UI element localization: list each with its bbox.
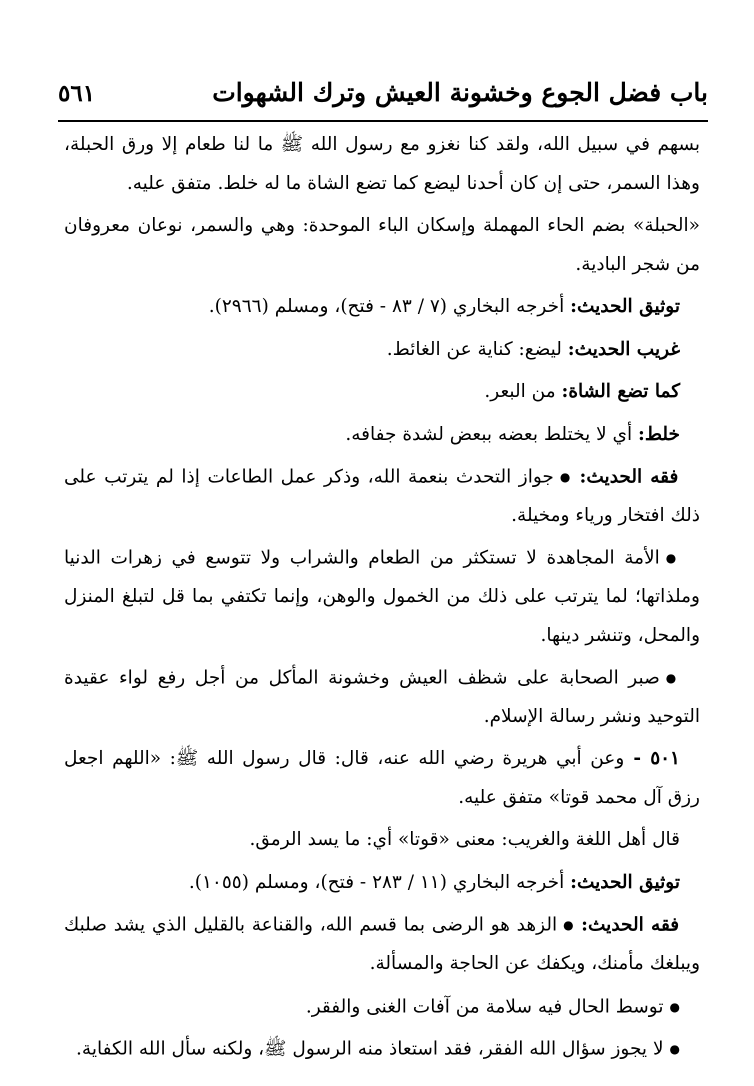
paragraph-label: توثيق الحديث: [570, 296, 680, 317]
header-rule [58, 120, 708, 122]
bullet-marker [664, 996, 680, 1017]
paragraph-label: غريب الحديث: [567, 338, 680, 360]
paragraph-text: قال أهل اللغة والغريب: معنى «قوتا» أي: ما يسد الرمق. [249, 829, 680, 851]
paragraph-label: خلط: [638, 423, 680, 445]
paragraph-text: صبر الصحابة على شظف العيش وخشونة المأكل من أجل رفع لواء عقيدة التوحيد ونشر رسالة الإسلام. [64, 667, 700, 727]
paragraph [64, 539, 700, 655]
page-header [58, 72, 708, 112]
paragraph [64, 821, 700, 860]
bullet-marker [557, 915, 574, 936]
paragraph [64, 740, 700, 817]
paragraph-text: من البعر. [484, 381, 556, 402]
paragraph [64, 906, 700, 983]
bullet-marker [664, 1039, 680, 1060]
paragraph [64, 331, 700, 370]
paragraph-text: لا يجوز سؤال الله الفقر، فقد استعاذ منه الرسول ﷺ، ولكنه سأل الله الكفاية. [76, 1038, 664, 1060]
paragraph-text: أي لا يختلط بعضه ببعض لشدة جفافه. [345, 423, 633, 445]
paragraph-text: وعن أبي هريرة رضي الله عنه، قال: قال رسول الله ﷺ: «اللهم اجعل رزق آل محمد قوتا» متفق عليه. [64, 748, 700, 808]
paragraph-text: جواز التحدث بنعمة الله، وذكر عمل الطاعات إذا لم يترتب على ذلك افتخار ورياء ومخيلة. [64, 466, 700, 526]
paragraph [64, 373, 700, 412]
bullet-marker [554, 466, 572, 487]
paragraph [64, 864, 700, 903]
hadith-number: ٥٠١ - [624, 748, 680, 770]
paragraph-label: فقه الحديث: [579, 466, 679, 488]
bullet-marker [660, 548, 680, 569]
paragraph [64, 207, 700, 284]
paragraph [64, 988, 700, 1027]
paragraph-label: كما تضع الشاة: [561, 381, 680, 402]
paragraph [64, 416, 700, 455]
chapter-title: باب فضل الجوع وخشونة العيش وترك الشهوات [212, 78, 708, 107]
paragraph-text: توسط الحال فيه سلامة من آفات الغنى والفقر. [305, 995, 664, 1017]
paragraph [64, 1030, 700, 1069]
paragraph-text: الزهد هو الرضى بما قسم الله، والقناعة بالقليل الذي يشد صلبك ويبلغك مأمنك، ويكفك عن الحاجة والمسألة. [64, 914, 700, 974]
paragraph-text: أخرجه البخاري (١١ / ٢٨٣ - فتح)، ومسلم (١٠٥٥). [188, 871, 565, 893]
paragraph-text: ليضع: كناية عن الغائط. [386, 338, 562, 360]
page-body [64, 126, 700, 1073]
paragraph [64, 126, 700, 203]
paragraph-label: فقه الحديث: [581, 914, 680, 936]
page-number: ٥٦١ [58, 80, 96, 107]
paragraph [64, 659, 700, 736]
bullet-marker [660, 667, 680, 688]
paragraph-text: بسهم في سبيل الله، ولقد كنا نغزو مع رسول الله ﷺ ما لنا طعام إلا ورق الحبلة، وهذا السمر، حتى إن كان أحدنا ليضع كما تضع الشاة ما له خلط. متفق عليه. [64, 134, 700, 194]
paragraph [64, 288, 700, 327]
paragraph-text: أخرجه البخاري (٧ / ٨٣ - فتح)، ومسلم (٢٩٦٦). [208, 296, 565, 317]
paragraph [64, 458, 700, 535]
paragraph-label: توثيق الحديث: [570, 871, 680, 893]
paragraph-text: «الحبلة» بضم الحاء المهملة وإسكان الباء الموحدة: وهي والسمر، نوعان معروفان من شجر البادية. [64, 215, 700, 275]
paragraph-text: الأمة المجاهدة لا تستكثر من الطعام والشراب ولا تتوسع في زهرات الدنيا وملذاتها؛ لما يترتب على ذلك من الخمول والوهن، وإنما تكتفي بما قل لتبلغ المنزل والمحل، وتنشر دينها. [64, 547, 700, 646]
